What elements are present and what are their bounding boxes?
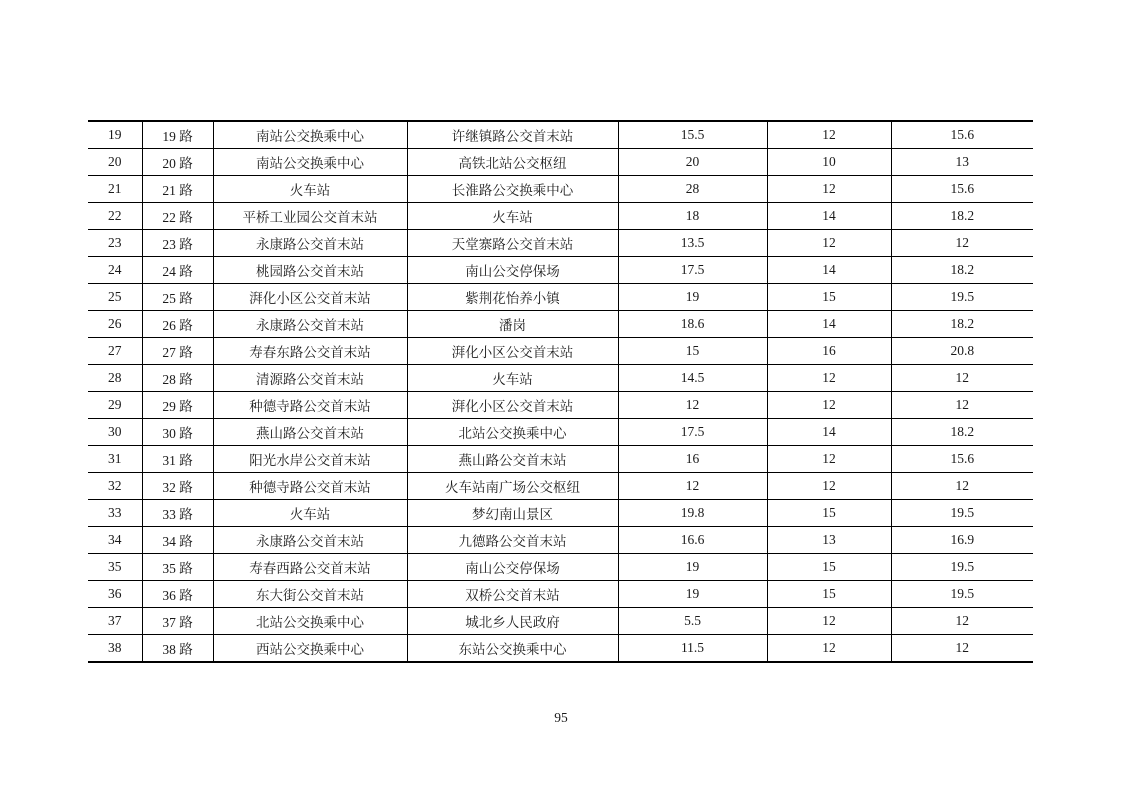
stops-cell: 14 bbox=[767, 419, 891, 446]
stops-cell: 12 bbox=[767, 473, 891, 500]
route-length-cell: 17.5 bbox=[618, 419, 767, 446]
table-row bbox=[88, 473, 1033, 500]
start-station-cell: 永康路公交首末站 bbox=[213, 527, 407, 554]
route-name-cell: 28 路 bbox=[142, 365, 213, 392]
start-station-cell: 寿春西路公交首末站 bbox=[213, 554, 407, 581]
route-name-cell: 22 路 bbox=[142, 203, 213, 230]
route-number-cell: 32 bbox=[88, 473, 142, 500]
end-station-cell: 湃化小区公交首末站 bbox=[407, 392, 618, 419]
start-station-cell: 种德寺路公交首末站 bbox=[213, 392, 407, 419]
table-row bbox=[88, 635, 1033, 663]
stops-cell: 10 bbox=[767, 149, 891, 176]
route-number-cell: 36 bbox=[88, 581, 142, 608]
value-cell: 18.2 bbox=[891, 311, 1033, 338]
route-number-cell: 20 bbox=[88, 149, 142, 176]
start-station-cell: 西站公交换乘中心 bbox=[213, 635, 407, 663]
table-row bbox=[88, 311, 1033, 338]
route-name-cell: 33 路 bbox=[142, 500, 213, 527]
stops-cell: 15 bbox=[767, 500, 891, 527]
route-name-cell: 34 路 bbox=[142, 527, 213, 554]
start-station-cell: 火车站 bbox=[213, 500, 407, 527]
table-row bbox=[88, 230, 1033, 257]
end-station-cell: 梦幻南山景区 bbox=[407, 500, 618, 527]
route-number-cell: 25 bbox=[88, 284, 142, 311]
start-station-cell: 燕山路公交首末站 bbox=[213, 419, 407, 446]
route-length-cell: 14.5 bbox=[618, 365, 767, 392]
route-length-cell: 19.8 bbox=[618, 500, 767, 527]
route-name-cell: 37 路 bbox=[142, 608, 213, 635]
value-cell: 12 bbox=[891, 365, 1033, 392]
stops-cell: 14 bbox=[767, 311, 891, 338]
route-number-cell: 35 bbox=[88, 554, 142, 581]
table-row bbox=[88, 392, 1033, 419]
end-station-cell: 许继镇路公交首末站 bbox=[407, 121, 618, 149]
table-row bbox=[88, 419, 1033, 446]
route-length-cell: 18.6 bbox=[618, 311, 767, 338]
table-row bbox=[88, 121, 1033, 149]
page-number: 95 bbox=[554, 710, 568, 725]
start-station-cell: 湃化小区公交首末站 bbox=[213, 284, 407, 311]
route-number-cell: 34 bbox=[88, 527, 142, 554]
end-station-cell: 南山公交停保场 bbox=[407, 257, 618, 284]
value-cell: 12 bbox=[891, 635, 1033, 663]
route-length-cell: 5.5 bbox=[618, 608, 767, 635]
route-length-cell: 19 bbox=[618, 554, 767, 581]
value-cell: 12 bbox=[891, 392, 1033, 419]
end-station-cell: 天堂寨路公交首末站 bbox=[407, 230, 618, 257]
route-length-cell: 12 bbox=[618, 473, 767, 500]
stops-cell: 15 bbox=[767, 284, 891, 311]
value-cell: 16.9 bbox=[891, 527, 1033, 554]
route-name-cell: 26 路 bbox=[142, 311, 213, 338]
table-row bbox=[88, 176, 1033, 203]
table-row bbox=[88, 203, 1033, 230]
route-length-cell: 15 bbox=[618, 338, 767, 365]
table-row bbox=[88, 500, 1033, 527]
route-number-cell: 24 bbox=[88, 257, 142, 284]
table-row bbox=[88, 338, 1033, 365]
table-body bbox=[88, 121, 1033, 662]
end-station-cell: 紫荆花怡养小镇 bbox=[407, 284, 618, 311]
route-number-cell: 19 bbox=[88, 121, 142, 149]
end-station-cell: 湃化小区公交首末站 bbox=[407, 338, 618, 365]
route-name-cell: 21 路 bbox=[142, 176, 213, 203]
route-length-cell: 19 bbox=[618, 284, 767, 311]
route-number-cell: 38 bbox=[108, 640, 122, 655]
value-cell: 15.6 bbox=[891, 446, 1033, 473]
route-name-cell: 25 路 bbox=[142, 284, 213, 311]
stops-cell: 15 bbox=[767, 554, 891, 581]
end-station-cell: 火车站 bbox=[407, 203, 618, 230]
stops-cell: 14 bbox=[767, 257, 891, 284]
start-station-cell: 南站公交换乘中心 bbox=[213, 121, 407, 149]
value-cell: 13 bbox=[891, 149, 1033, 176]
start-station-cell: 平桥工业园公交首末站 bbox=[213, 203, 407, 230]
bus-route-table bbox=[88, 120, 1033, 663]
route-length-cell: 18 bbox=[618, 203, 767, 230]
route-number-cell: 37 bbox=[88, 608, 142, 635]
value-cell: 20.8 bbox=[891, 338, 1033, 365]
stops-cell: 12 bbox=[767, 608, 891, 635]
start-station-cell: 寿春东路公交首末站 bbox=[213, 338, 407, 365]
route-length-cell: 12 bbox=[618, 392, 767, 419]
route-length-cell: 11.5 bbox=[618, 635, 767, 663]
route-length-cell: 13.5 bbox=[618, 230, 767, 257]
start-station-cell: 永康路公交首末站 bbox=[213, 230, 407, 257]
value-cell: 19.5 bbox=[891, 500, 1033, 527]
route-name-cell: 32 路 bbox=[142, 473, 213, 500]
route-length-cell: 20 bbox=[618, 149, 767, 176]
end-station-cell: 火车站 bbox=[407, 365, 618, 392]
route-name-cell: 30 路 bbox=[142, 419, 213, 446]
route-name-cell: 35 路 bbox=[142, 554, 213, 581]
start-station-cell: 桃园路公交首末站 bbox=[213, 257, 407, 284]
value-cell: 19.5 bbox=[891, 554, 1033, 581]
value-cell: 18.2 bbox=[891, 203, 1033, 230]
route-length-cell: 17.5 bbox=[618, 257, 767, 284]
stops-cell: 12 bbox=[767, 392, 891, 419]
stops-cell: 12 bbox=[767, 176, 891, 203]
stops-cell: 12 bbox=[767, 446, 891, 473]
route-number-cell: 29 bbox=[88, 392, 142, 419]
stops-cell: 14 bbox=[767, 203, 891, 230]
stops-cell: 13 bbox=[767, 527, 891, 554]
value-cell: 12 bbox=[891, 473, 1033, 500]
value-cell: 15.6 bbox=[891, 121, 1033, 149]
end-station-cell: 双桥公交首末站 bbox=[407, 581, 618, 608]
end-station-cell: 北站公交换乘中心 bbox=[407, 419, 618, 446]
route-name-cell: 19 路 bbox=[142, 121, 213, 149]
start-station-cell: 南站公交换乘中心 bbox=[213, 149, 407, 176]
route-number-cell: 21 bbox=[88, 176, 142, 203]
route-number-cell: 23 bbox=[88, 230, 142, 257]
stops-cell: 12 bbox=[767, 121, 891, 149]
route-name-cell: 23 路 bbox=[142, 230, 213, 257]
stops-cell: 12 bbox=[767, 365, 891, 392]
table-row bbox=[88, 554, 1033, 581]
route-name-cell: 24 路 bbox=[142, 257, 213, 284]
route-number-cell: 30 bbox=[88, 419, 142, 446]
table-row bbox=[88, 446, 1033, 473]
table-row bbox=[88, 608, 1033, 635]
route-number-cell: 33 bbox=[88, 500, 142, 527]
value-cell: 19.5 bbox=[891, 581, 1033, 608]
stops-cell: 12 bbox=[767, 230, 891, 257]
stops-cell: 12 bbox=[767, 635, 891, 663]
value-cell: 15.6 bbox=[891, 176, 1033, 203]
table-row bbox=[88, 581, 1033, 608]
end-station-cell: 火车站南广场公交枢纽 bbox=[407, 473, 618, 500]
table-row bbox=[88, 257, 1033, 284]
route-length-cell: 15.5 bbox=[618, 121, 767, 149]
route-length-cell: 16 bbox=[618, 446, 767, 473]
route-number-cell: 22 bbox=[88, 203, 142, 230]
value-cell: 12 bbox=[891, 608, 1033, 635]
table-row bbox=[88, 365, 1033, 392]
route-table-container bbox=[88, 120, 1033, 663]
route-name-cell: 38 路 bbox=[142, 635, 213, 663]
table-row bbox=[88, 284, 1033, 311]
value-cell: 19.5 bbox=[891, 284, 1033, 311]
end-station-cell: 九德路公交首末站 bbox=[407, 527, 618, 554]
start-station-cell: 永康路公交首末站 bbox=[213, 311, 407, 338]
table-row bbox=[88, 527, 1033, 554]
end-station-cell: 城北乡人民政府 bbox=[407, 608, 618, 635]
start-station-cell: 北站公交换乘中心 bbox=[213, 608, 407, 635]
end-station-cell: 长淮路公交换乘中心 bbox=[407, 176, 618, 203]
start-station-cell: 东大街公交首末站 bbox=[213, 581, 407, 608]
start-station-cell: 种德寺路公交首末站 bbox=[213, 473, 407, 500]
value-cell: 18.2 bbox=[891, 419, 1033, 446]
start-station-cell: 清源路公交首末站 bbox=[213, 365, 407, 392]
route-number-cell: 31 bbox=[88, 446, 142, 473]
route-number-cell: 26 bbox=[88, 311, 142, 338]
route-name-cell: 31 路 bbox=[142, 446, 213, 473]
end-station-cell: 东站公交换乘中心 bbox=[407, 635, 618, 663]
route-name-cell: 20 路 bbox=[142, 149, 213, 176]
route-length-cell: 16.6 bbox=[618, 527, 767, 554]
route-name-cell: 29 路 bbox=[142, 392, 213, 419]
value-cell: 18.2 bbox=[891, 257, 1033, 284]
route-number-cell: 27 bbox=[88, 338, 142, 365]
end-station-cell: 南山公交停保场 bbox=[407, 554, 618, 581]
end-station-cell: 潘岗 bbox=[407, 311, 618, 338]
start-station-cell: 火车站 bbox=[213, 176, 407, 203]
start-station-cell: 阳光水岸公交首末站 bbox=[213, 446, 407, 473]
route-number-cell: 28 bbox=[88, 365, 142, 392]
route-name-cell: 36 路 bbox=[142, 581, 213, 608]
route-name-cell: 27 路 bbox=[142, 338, 213, 365]
value-cell: 12 bbox=[891, 230, 1033, 257]
route-length-cell: 19 bbox=[618, 581, 767, 608]
table-row bbox=[88, 149, 1033, 176]
route-length-cell: 28 bbox=[618, 176, 767, 203]
stops-cell: 15 bbox=[767, 581, 891, 608]
stops-cell: 16 bbox=[767, 338, 891, 365]
end-station-cell: 燕山路公交首末站 bbox=[407, 446, 618, 473]
end-station-cell: 高铁北站公交枢纽 bbox=[407, 149, 618, 176]
